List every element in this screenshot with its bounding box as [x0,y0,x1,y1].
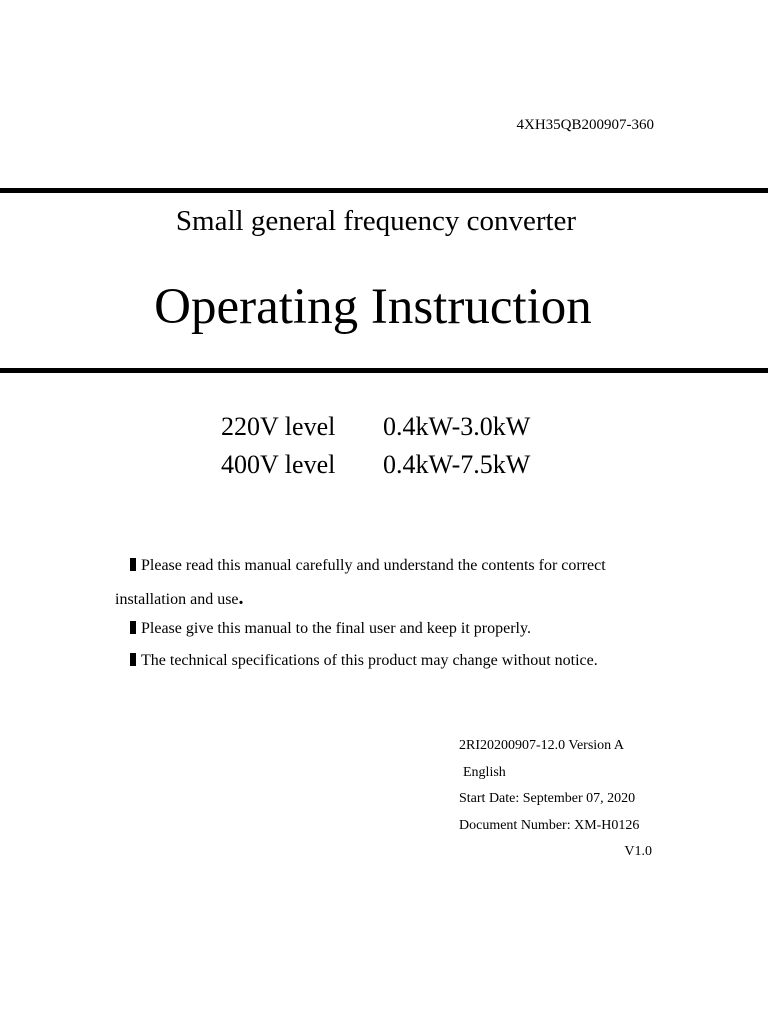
spec-row-400v [221,448,530,486]
bottom-rule [0,368,768,373]
notice-item [115,616,660,648]
notice-text: Please give this manual to the final user and keep it properly. [141,620,531,637]
cover-subtitle: Small general frequency converter [175,205,577,237]
spec-row-220v [221,410,530,448]
document-number: Document Number: XM-H0126 [459,817,640,833]
notice-text: The technical specifications of this product may change without notice. [141,651,598,669]
document-info [459,735,652,868]
spec-level: 220V level [221,412,336,441]
cover-title: Operating Instruction [154,279,592,335]
document-code: 4XH35QB200907-360 [516,117,654,133]
notice-list [115,553,660,679]
notice-item [115,648,660,680]
square-bullet-icon [130,621,136,634]
version-number: V1.0 [624,844,652,860]
spec-range: 0.4kW-7.5kW [383,450,531,479]
notice-text: installation and use [115,590,239,608]
voltage-spec-table [221,410,530,486]
start-date: Start Date: September 07, 2020 [459,791,636,807]
notice-item [115,553,660,585]
square-bullet-icon [130,653,136,666]
square-bullet-icon [130,558,136,571]
top-rule [0,188,768,193]
notice-text: Please read this manual carefully and understand the contents for correct [141,557,606,574]
spec-range: 0.4kW-3.0kW [383,412,531,441]
language: English [463,764,506,780]
version-code: 2RI20200907-12.0 Version A [459,738,625,753]
spec-level: 400V level [221,450,336,479]
notice-period: . [238,586,244,609]
notice-item-continuation [115,585,660,617]
